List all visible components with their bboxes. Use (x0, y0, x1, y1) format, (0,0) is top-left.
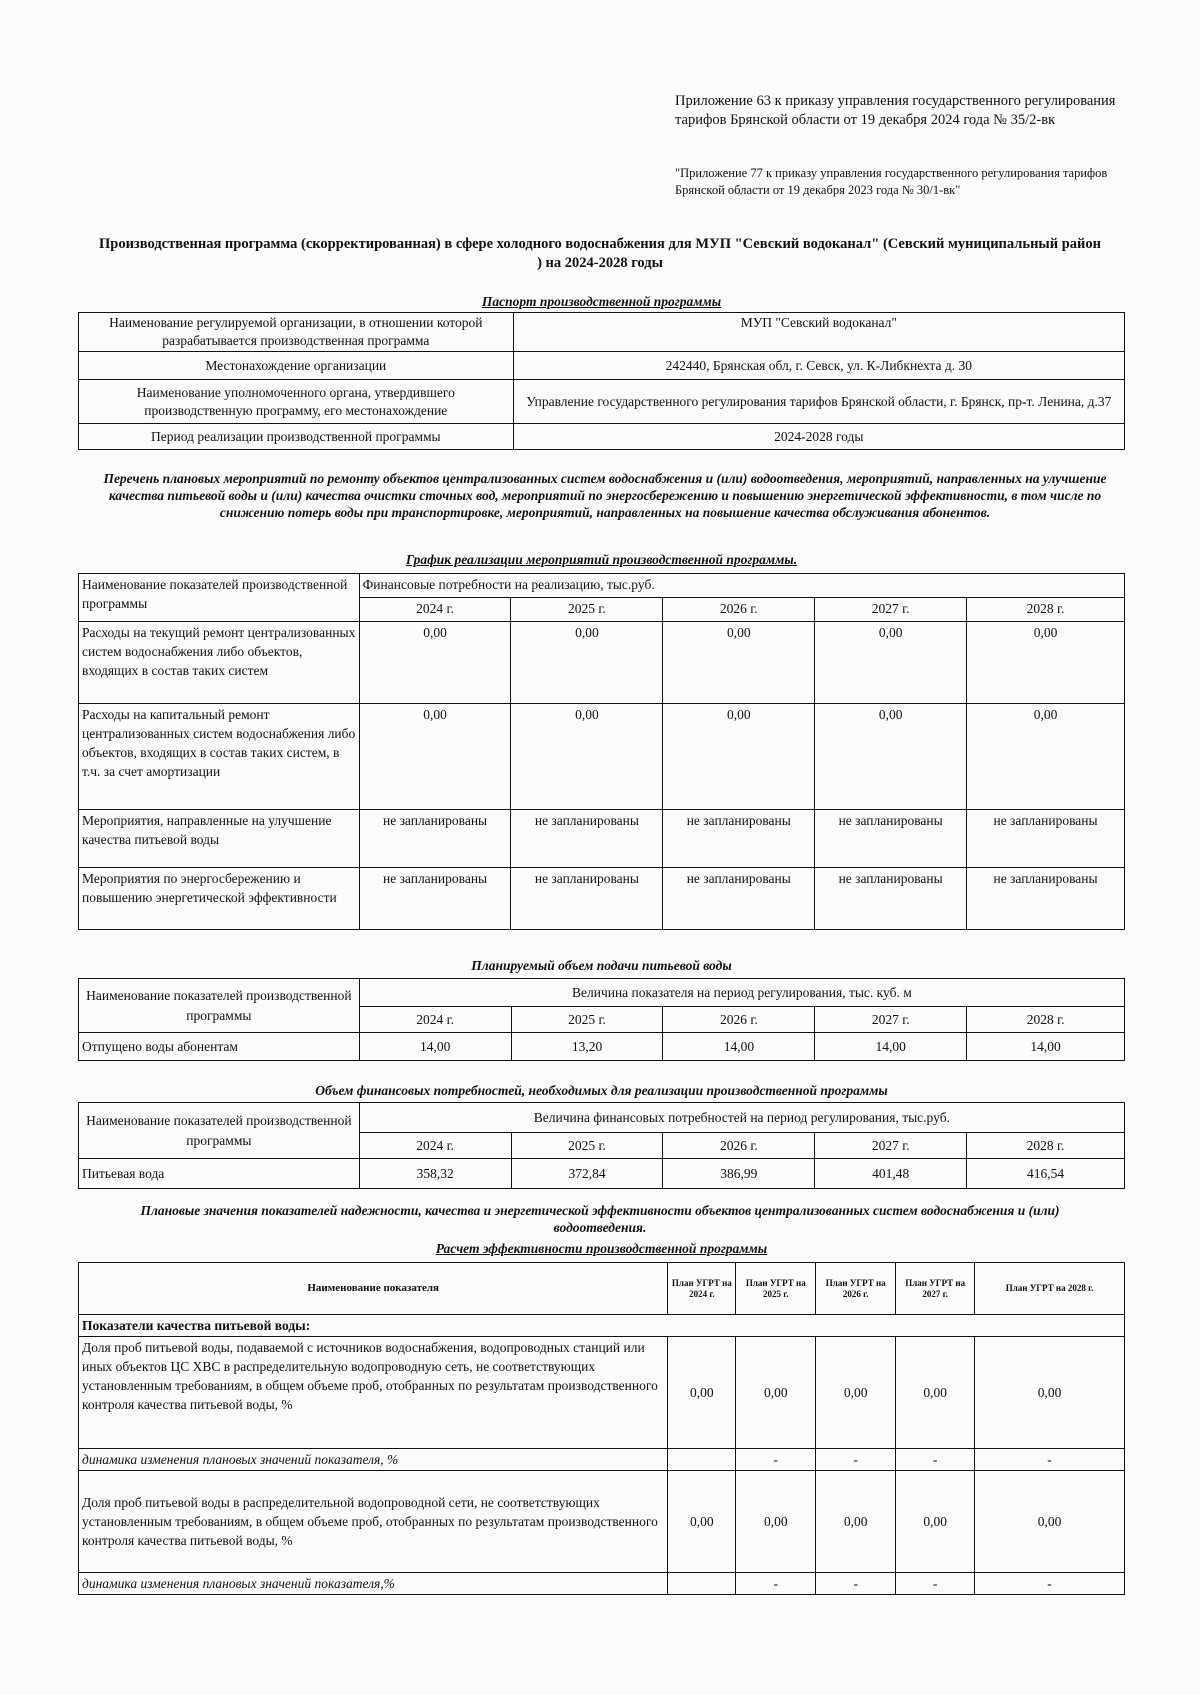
col-header-year: 2024 г. (359, 1133, 511, 1159)
row-label: Расходы на текущий ремонт централизованных систем водоснабжения либо объектов, входящих в состав таких систем (79, 622, 360, 704)
cell-value: 0,00 (511, 622, 663, 704)
cell-value: 13,20 (511, 1033, 663, 1061)
row-label: Питьевая вода (79, 1159, 360, 1189)
cell-value: 0,00 (896, 1471, 975, 1573)
col-header-year: 2025 г. (511, 1007, 663, 1033)
cell-value: не запланированы (967, 810, 1125, 868)
cell-value: не запланированы (815, 810, 967, 868)
passport-value: МУП "Севский водоканал" (513, 313, 1124, 352)
cell-value: не запланированы (967, 868, 1125, 930)
cell-value: 0,00 (668, 1337, 736, 1449)
cell-value: - (896, 1449, 975, 1471)
cell-value: 386,99 (663, 1159, 815, 1189)
row-label: Мероприятия по энергосбережению и повышению энергетической эффективности (79, 868, 360, 930)
cell-value: - (975, 1449, 1125, 1471)
schedule-caption: График реализации мероприятий производственной программы. (405, 552, 798, 567)
col-header-name: Наименование показателя (79, 1263, 668, 1315)
table-row (79, 1471, 1125, 1573)
cell-value: не запланированы (815, 868, 967, 930)
cell-value: 401,48 (815, 1159, 967, 1189)
cell-value (668, 1573, 736, 1595)
cell-value: 0,00 (511, 704, 663, 810)
col-header-year: 2026 г. (663, 598, 815, 622)
cell-value: не запланированы (511, 868, 663, 930)
table-row (79, 979, 1125, 1007)
row-label: Отпущено воды абонентам (79, 1033, 360, 1061)
passport-value: 2024-2028 годы (513, 424, 1124, 450)
cell-value: 0,00 (896, 1337, 975, 1449)
col-header-year: 2027 г. (815, 598, 967, 622)
cell-value: не запланированы (663, 868, 815, 930)
col-header-plan: План УГРТ на 2026 г. (816, 1263, 896, 1315)
efficiency-table (78, 1262, 1125, 1595)
col-header-year: 2025 г. (511, 1133, 663, 1159)
col-header-plan: План УГРТ на 2027 г. (896, 1263, 975, 1315)
passport-label: Наименование регулируемой организации, в отношении которой разрабатывается производственная программа (79, 313, 514, 352)
cell-value: 416,54 (967, 1159, 1125, 1189)
cell-value: не запланированы (359, 810, 511, 868)
passport-label: Наименование уполномоченного органа, утвердившего производственную программу, его местонахождение (79, 380, 514, 424)
cell-value: 0,00 (736, 1471, 816, 1573)
table-row (79, 622, 1125, 704)
cell-value: - (975, 1573, 1125, 1595)
col-header-name: Наименование показателей производственной программы (79, 1103, 360, 1159)
activities-table (78, 573, 1125, 930)
col-header-plan: План УГРТ на 2028 г. (975, 1263, 1125, 1315)
cell-value: 0,00 (359, 704, 511, 810)
volume-caption: Планируемый объем подачи питьевой воды (471, 958, 732, 973)
cell-value: 0,00 (967, 704, 1125, 810)
cell-value (668, 1449, 736, 1471)
col-header-plan: План УГРТ на 2025 г. (736, 1263, 816, 1315)
row-label: динамика изменения плановых значений показателя, % (79, 1449, 668, 1471)
volume-table (78, 978, 1125, 1061)
row-label: Расходы на капитальный ремонт централизованных систем водоснабжения либо объектов, входящих в состав таких систем, в т.ч. за счет амортизации (79, 704, 360, 810)
cell-value: 0,00 (975, 1337, 1125, 1449)
row-label: Мероприятия, направленные на улучшение качества питьевой воды (79, 810, 360, 868)
cell-value: 14,00 (815, 1033, 967, 1061)
col-header-year: 2024 г. (359, 1007, 511, 1033)
col-header-year: 2026 г. (663, 1133, 815, 1159)
table-row (79, 1159, 1125, 1189)
cell-value: 0,00 (816, 1337, 896, 1449)
finance-caption: Объем финансовых потребностей, необходимых для реализации производственной программы (315, 1083, 888, 1098)
passport-label: Местонахождение организации (79, 352, 514, 380)
table-row (79, 1315, 1125, 1337)
efficiency-caption: Плановые значения показателей надежности, качества и энергетической эффективности объектов централизованных систем водоснабжения и (или) водоотведения. (140, 1203, 1060, 1235)
table-row (79, 1033, 1125, 1061)
col-header-year: 2024 г. (359, 598, 511, 622)
activities-caption: Перечень плановых мероприятий по ремонту объектов централизованных систем водоснабжения и (или) водоотведения, мероприятий, направленных на улучшение качества питьевой воды и (или) качества очистки сточных вод, мероприятий по энергосбережению и повышению энергетической эффективности, в том числе по снижению потерь воды при транспортировке, мероприятий, направленных на повышение качества обслуживания абонентов. (103, 471, 1107, 520)
table-row (79, 380, 1125, 424)
col-header-year: 2026 г. (663, 1007, 815, 1033)
cell-value: 14,00 (967, 1033, 1125, 1061)
cell-value: - (736, 1449, 816, 1471)
calc-caption: Расчет эффективности производственной программы (435, 1241, 768, 1256)
cell-value: - (736, 1573, 816, 1595)
passport-table (78, 312, 1125, 450)
col-header-year: 2028 г. (967, 1133, 1125, 1159)
cell-value: не запланированы (663, 810, 815, 868)
cell-value: не запланированы (511, 810, 663, 868)
row-label: динамика изменения плановых значений показателя,% (79, 1573, 668, 1595)
col-header-year: 2028 г. (967, 1007, 1125, 1033)
passport-caption: Паспорт производственной программы (481, 294, 722, 309)
table-row (79, 424, 1125, 450)
cell-value: 0,00 (975, 1471, 1125, 1573)
row-label: Доля проб питьевой воды в распределительной водопроводной сети, не соответствующих установленным требованиям, в общем объеме проб, отобранных по результатам производственного контроля качества питьевой воды, % (79, 1471, 668, 1573)
passport-value: Управление государственного регулирования тарифов Брянской области, г. Брянск, пр-т. Ленина, д.37 (513, 380, 1124, 424)
col-header-name: Наименование показателей производственной программы (79, 979, 360, 1033)
table-row (79, 1103, 1125, 1133)
cell-value: 0,00 (736, 1337, 816, 1449)
cell-value: - (816, 1449, 896, 1471)
cell-value: 0,00 (815, 704, 967, 810)
table-row (79, 868, 1125, 930)
cell-value: 0,00 (663, 704, 815, 810)
cell-value: 0,00 (967, 622, 1125, 704)
cell-value: 0,00 (815, 622, 967, 704)
cell-value: 0,00 (359, 622, 511, 704)
table-row (79, 574, 1125, 598)
finance-table (78, 1102, 1125, 1189)
table-row (79, 1337, 1125, 1449)
appendix-prev-note: "Приложение 77 к приказу управления государственного регулирования тарифов Брянской области от 19 декабря 2023 года № 30/1-вк" (675, 166, 1108, 197)
table-row (79, 1573, 1125, 1595)
col-header-plan: План УГРТ на 2024 г. (668, 1263, 736, 1315)
col-header-year: 2027 г. (815, 1007, 967, 1033)
row-label: Доля проб питьевой воды, подаваемой с источников водоснабжения, водопроводных станций или иных объектов ЦС ХВС в распределительную водопроводную сеть, не соответствующих установленным требованиям, в общем объеме проб, отобранных по результатам производственного контроля качества питьевой воды, % (79, 1337, 668, 1449)
col-header-group: Величина финансовых потребностей на период регулирования, тыс.руб. (359, 1103, 1124, 1133)
cell-value: 0,00 (816, 1471, 896, 1573)
col-header-group: Величина показателя на период регулирования, тыс. куб. м (359, 979, 1124, 1007)
cell-value: 14,00 (663, 1033, 815, 1061)
passport-value: 242440, Брянская обл, г. Севск, ул. К-Либкнехта д. 30 (513, 352, 1124, 380)
cell-value: 0,00 (663, 622, 815, 704)
cell-value: 358,32 (359, 1159, 511, 1189)
section-header: Показатели качества питьевой воды: (79, 1315, 1125, 1337)
table-row (79, 313, 1125, 352)
col-header-year: 2027 г. (815, 1133, 967, 1159)
cell-value: - (896, 1573, 975, 1595)
table-row (79, 1263, 1125, 1315)
table-row (79, 352, 1125, 380)
table-row (79, 704, 1125, 810)
appendix-note: Приложение 63 к приказу управления государственного регулирования тарифов Брянской области от 19 декабря 2024 года № 35/2-вк (675, 93, 1116, 128)
cell-value: не запланированы (359, 868, 511, 930)
col-header-year: 2025 г. (511, 598, 663, 622)
table-row (79, 810, 1125, 868)
page-title: Производственная программа (скорректированная) в сфере холодного водоснабжения для МУП "Севский водоканал" (Севский муниципальный район ) на 2024-2028 годы (98, 236, 1102, 271)
cell-value: - (816, 1573, 896, 1595)
table-row (79, 1449, 1125, 1471)
col-header-name: Наименование показателей производственной программы (79, 574, 360, 622)
cell-value: 372,84 (511, 1159, 663, 1189)
col-header-group: Финансовые потребности на реализацию, тыс.руб. (359, 574, 1124, 598)
passport-label: Период реализации производственной программы (79, 424, 514, 450)
col-header-year: 2028 г. (967, 598, 1125, 622)
cell-value: 0,00 (668, 1471, 736, 1573)
cell-value: 14,00 (359, 1033, 511, 1061)
